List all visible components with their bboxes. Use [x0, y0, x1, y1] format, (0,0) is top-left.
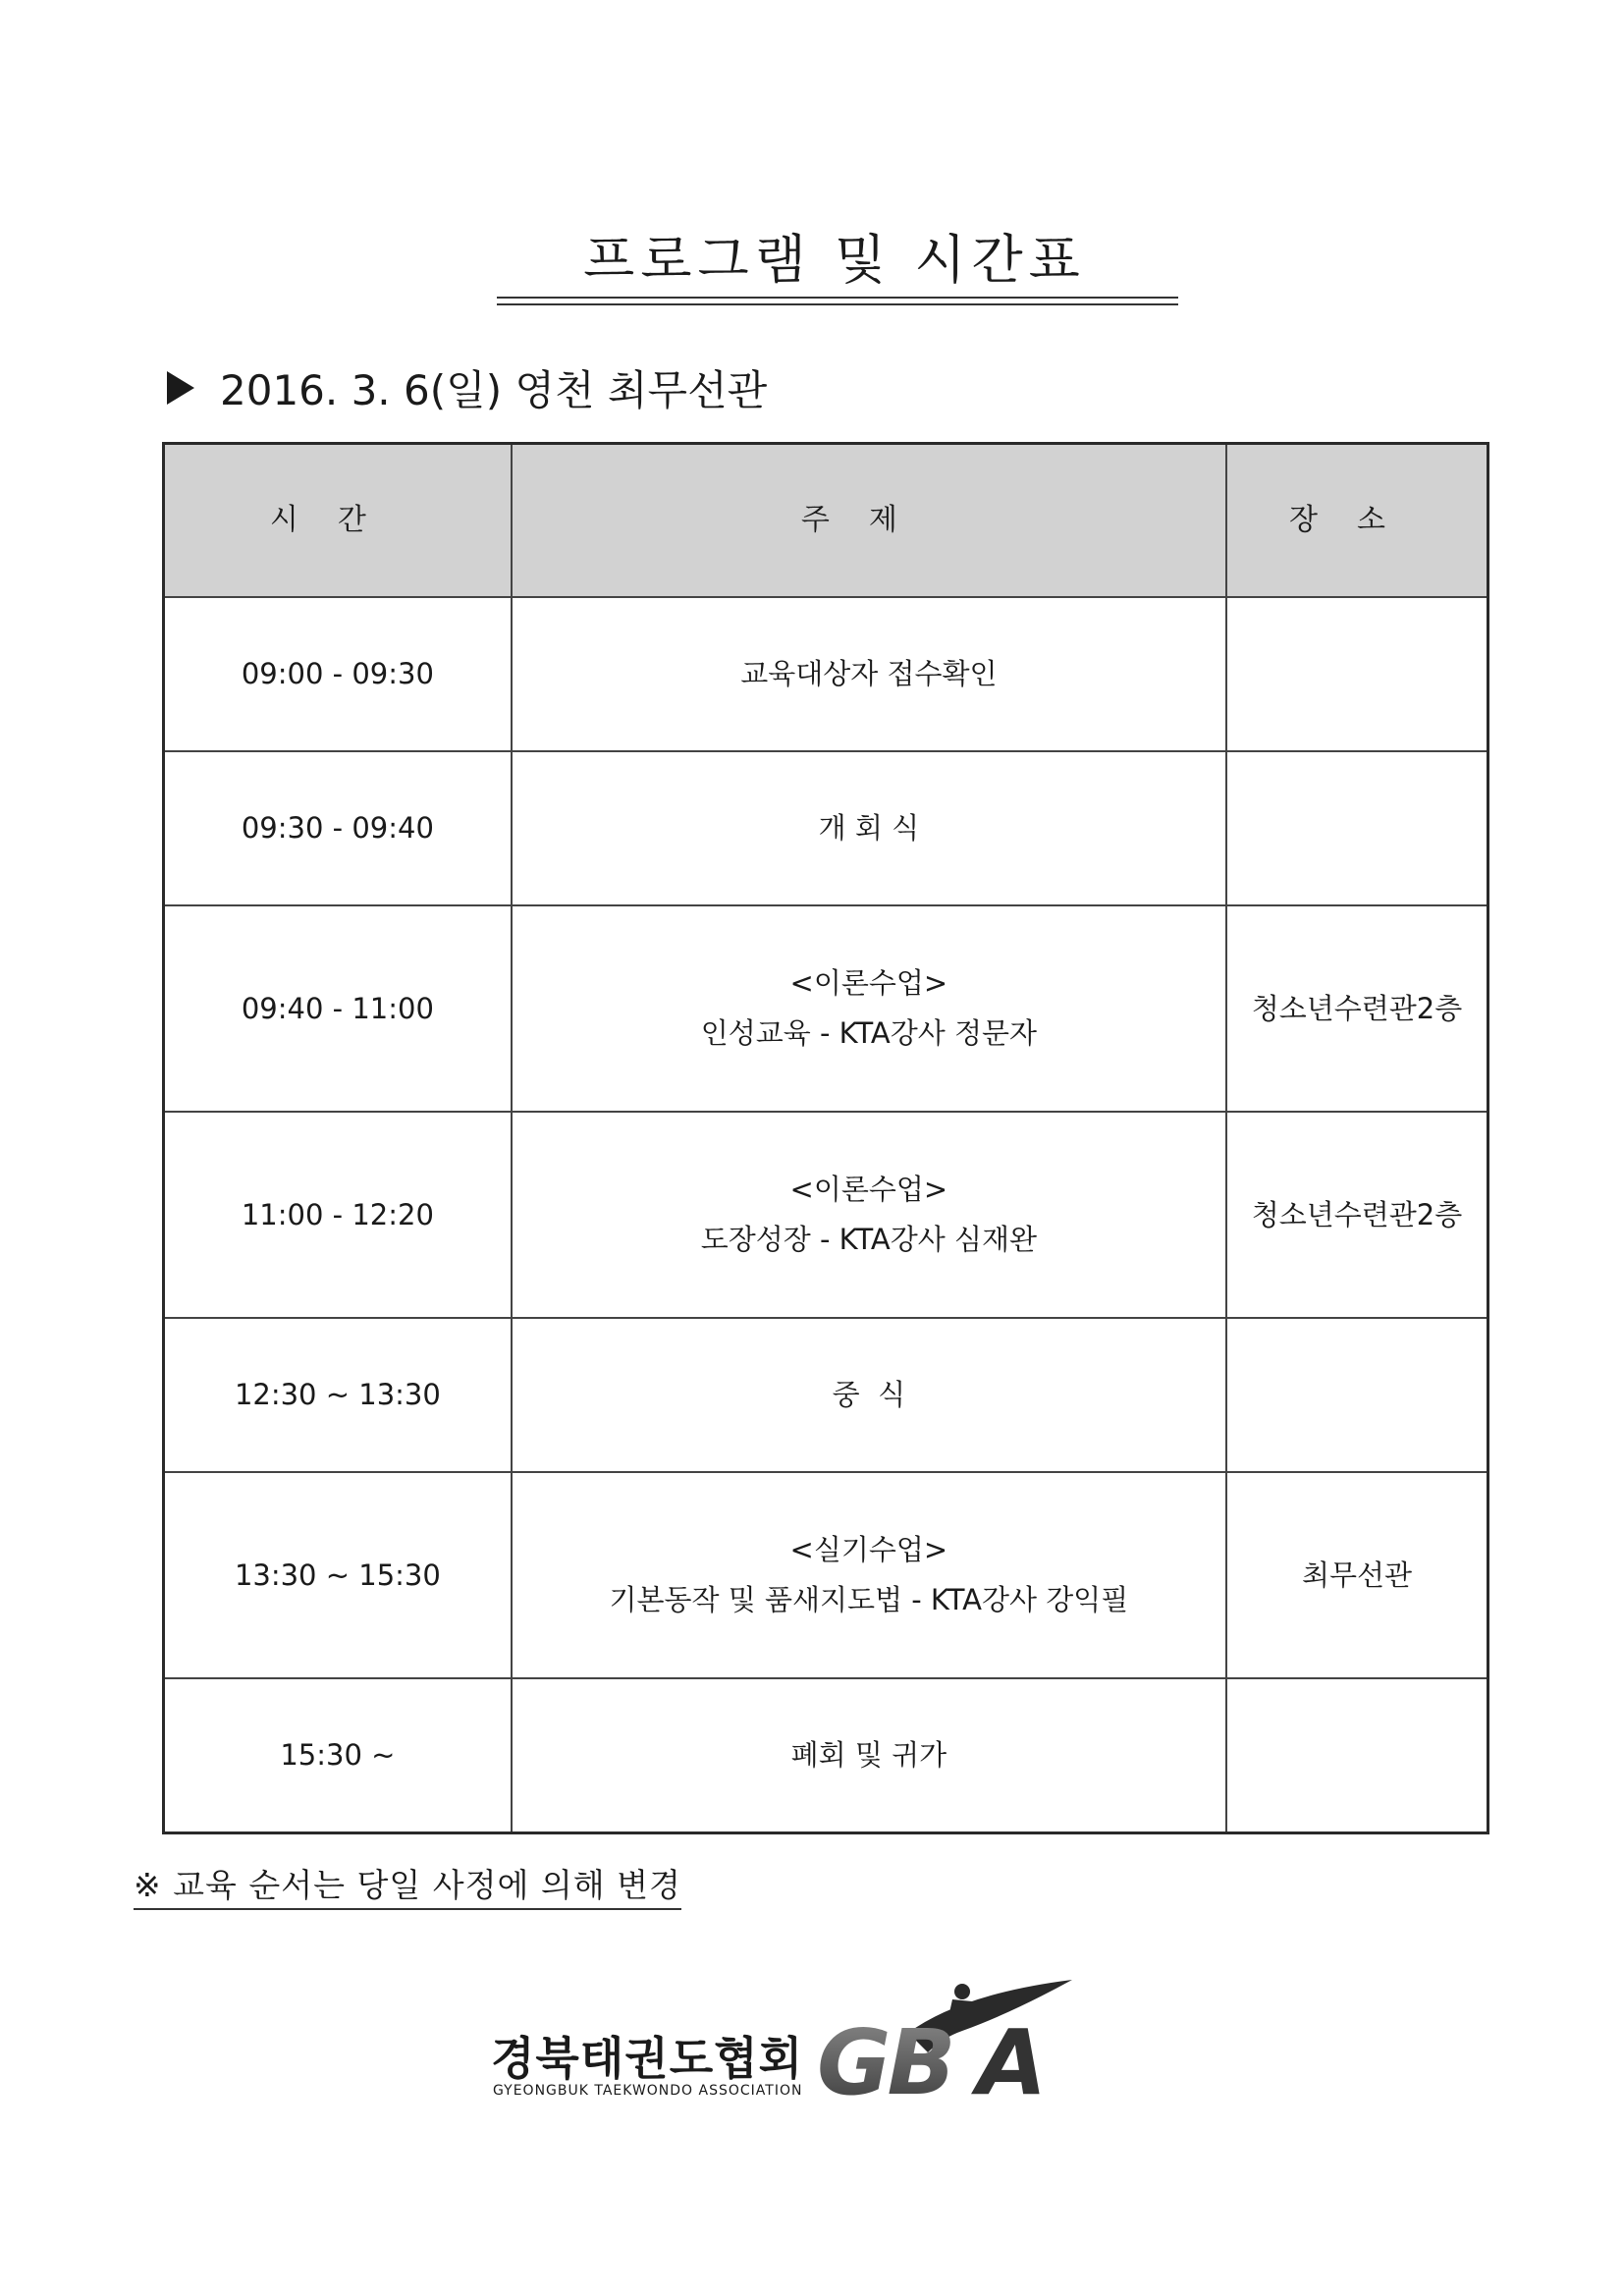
triangle-bullet-icon: [167, 371, 194, 405]
table-header-row: [164, 444, 1488, 598]
topic-cell: [512, 905, 1226, 1112]
topic-cell: [512, 1678, 1226, 1832]
header-time: 시간: [164, 444, 512, 598]
title-underline-bottom: [497, 303, 1178, 305]
table-row: [164, 1112, 1488, 1318]
time-cell: 11:00 - 12:20: [164, 1112, 512, 1318]
topic-cell: [512, 597, 1226, 751]
topic-line: <이론수업>: [789, 966, 948, 1001]
topic-cell: [512, 1472, 1226, 1678]
table-row: [164, 905, 1488, 1112]
association-logo: [491, 1974, 1080, 2102]
table-row: [164, 751, 1488, 905]
logo-name-korean: 경북태권도협회: [491, 2032, 804, 2085]
topic-line: 인성교육 - KTA강사 정문자: [700, 1016, 1038, 1050]
table-row: [164, 597, 1488, 751]
time-cell: 09:30 - 09:40: [164, 751, 512, 905]
time-cell: 09:00 - 09:30: [164, 597, 512, 751]
topic-line: 중 식: [832, 1378, 906, 1412]
time-cell: 15:30 ~: [164, 1678, 512, 1832]
header-place: 장소: [1226, 444, 1488, 598]
title-underline-top: [497, 297, 1178, 299]
place-cell: [1226, 597, 1488, 751]
topic-line: <이론수업>: [789, 1173, 948, 1207]
place-cell: [1226, 1318, 1488, 1472]
event-heading-text: 2016. 3. 6(일) 영천 최무선관: [220, 366, 768, 414]
place-cell: 최무선관: [1226, 1472, 1488, 1678]
logo-name-english: GYEONGBUK TAEKWONDO ASSOCIATION: [493, 2083, 803, 2099]
event-heading: [167, 358, 767, 417]
topic-line: <실기수업>: [789, 1533, 948, 1567]
time-cell: 12:30 ~ 13:30: [164, 1318, 512, 1472]
topic-line: 교육대상자 접수확인: [740, 657, 998, 691]
topic-cell: [512, 1318, 1226, 1472]
header-topic: 주제: [512, 444, 1226, 598]
page-title: 프로그램 및 시간표: [583, 229, 1086, 291]
place-cell: [1226, 751, 1488, 905]
topic-line: 도장성장 - KTA강사 심재완: [700, 1223, 1038, 1256]
svg-text:A: A: [977, 2010, 1044, 2102]
kicking-athlete-logo-icon: [815, 1974, 1080, 2102]
table-row: [164, 1472, 1488, 1678]
svg-text:GB: GB: [817, 2010, 952, 2102]
schedule-table: [162, 442, 1489, 1834]
place-cell: 청소년수련관2층: [1226, 1112, 1488, 1318]
topic-line: 폐회 및 귀가: [790, 1737, 947, 1772]
topic-line: 개 회 식: [818, 811, 920, 846]
schedule-change-note: ※ 교육 순서는 당일 사정에 의해 변경: [134, 1860, 681, 1910]
table-row: [164, 1678, 1488, 1832]
place-cell: [1226, 1678, 1488, 1832]
table-row: [164, 1318, 1488, 1472]
time-cell: 09:40 - 11:00: [164, 905, 512, 1112]
place-cell: 청소년수련관2층: [1226, 905, 1488, 1112]
topic-cell: [512, 1112, 1226, 1318]
topic-cell: [512, 751, 1226, 905]
time-cell: 13:30 ~ 15:30: [164, 1472, 512, 1678]
topic-line: 기본동작 및 품새지도법 - KTA강사 강익필: [609, 1583, 1129, 1616]
